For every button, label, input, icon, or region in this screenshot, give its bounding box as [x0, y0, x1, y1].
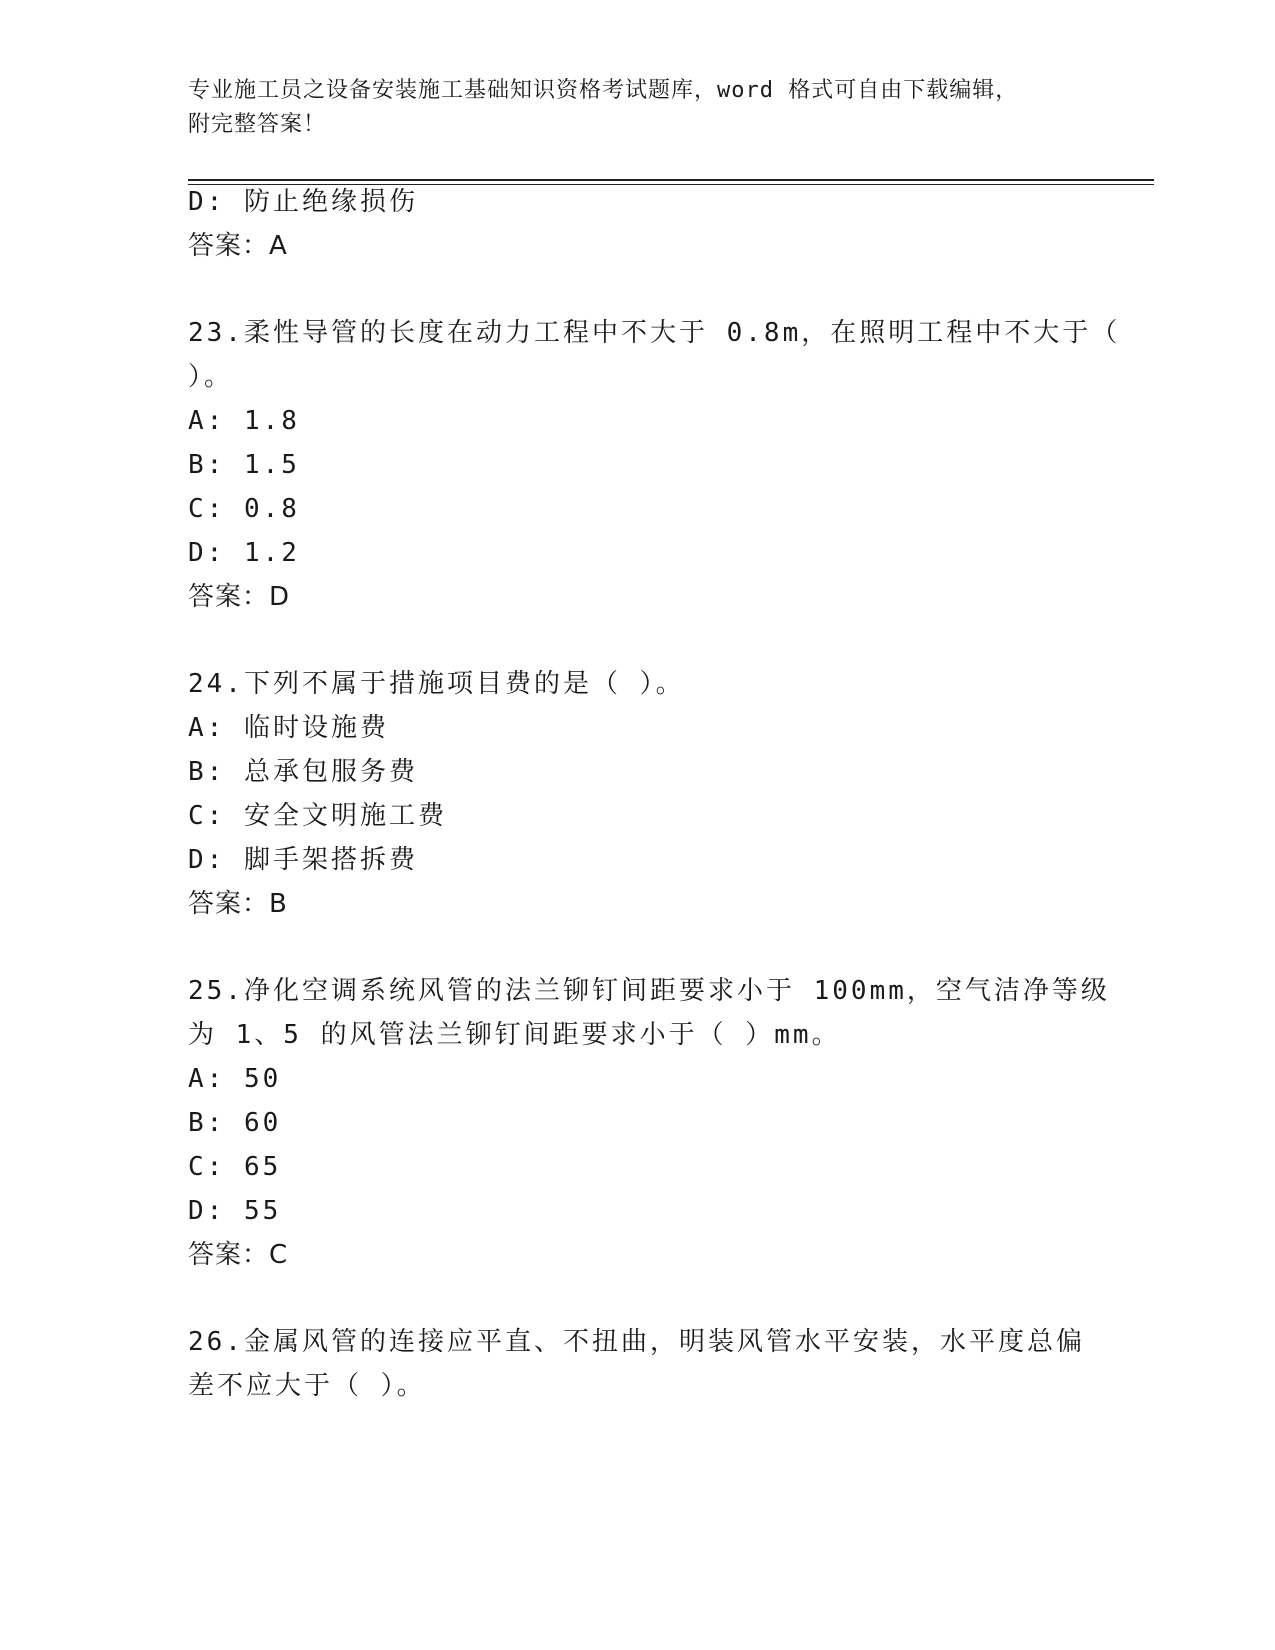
prev-option-d: D: 防止绝缘损伤	[188, 187, 418, 217]
prev-answer: 答案：A	[188, 231, 288, 261]
q23-stem-line1: 23.柔性导管的长度在动力工程中不大于 0.8m，在照明工程中不大于（	[188, 318, 1121, 348]
q23-option-d: D: 1.2	[188, 538, 300, 568]
header-title-line1: 专业施工员之设备安装施工基础知识资格考试题库，word 格式可自由下载编辑，	[188, 78, 1019, 103]
document-header	[188, 74, 1068, 142]
q24-answer: 答案：B	[188, 889, 288, 919]
q25-option-b: B: 60	[188, 1108, 282, 1138]
q25-answer: 答案：C	[188, 1240, 289, 1270]
q25-stem-line2: 为 1、5 的风管法兰铆钉间距要求小于（ ）mm。	[188, 1020, 841, 1050]
q25-option-c: C: 65	[188, 1152, 282, 1182]
q23-stem-line2: ）。	[188, 362, 234, 392]
q24-option-a: A: 临时设施费	[188, 713, 389, 743]
q25-option-d: D: 55	[188, 1196, 282, 1226]
header-title-line2: 附完整答案！	[188, 112, 327, 137]
q23-option-c: C: 0.8	[188, 494, 300, 524]
header-divider-thin	[188, 184, 1154, 185]
header-divider-thick	[188, 179, 1154, 181]
q24-option-c: C: 安全文明施工费	[188, 801, 447, 831]
q25-stem-line1: 25.净化空调系统风管的法兰铆钉间距要求小于 100mm，空气洁净等级	[188, 976, 1110, 1006]
q23-answer: 答案：D	[188, 582, 291, 612]
q23-option-b: B: 1.5	[188, 450, 300, 480]
q25-option-a: A: 50	[188, 1064, 282, 1094]
q24-option-b: B: 总承包服务费	[188, 757, 418, 787]
q24-option-d: D: 脚手架搭拆费	[188, 845, 418, 875]
q23-option-a: A: 1.8	[188, 406, 300, 436]
q26-stem-line2: 差不应大于（ ）。	[188, 1371, 426, 1401]
q24-stem-line1: 24.下列不属于措施项目费的是（ ）。	[188, 669, 685, 699]
q26-stem-line1: 26.金属风管的连接应平直、不扭曲，明装风管水平安装，水平度总偏	[188, 1327, 1085, 1357]
